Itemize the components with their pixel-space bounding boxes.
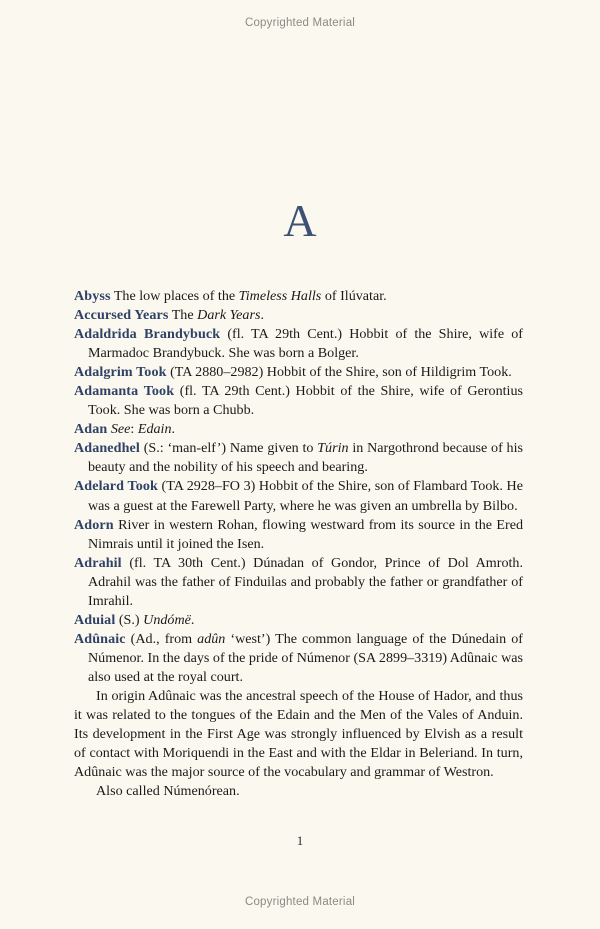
entry-term-italic: Timeless Halls xyxy=(238,288,322,304)
page-number: 1 xyxy=(296,833,304,848)
entry-headword: Abyss xyxy=(74,288,111,304)
dictionary-entry xyxy=(74,477,523,515)
entry-headword: Aduial xyxy=(74,611,116,628)
dictionary-entry xyxy=(74,382,523,420)
entry-definition-text: (S.) xyxy=(115,611,144,628)
entry-definition-text: of Ilúvatar. xyxy=(321,288,387,304)
dictionary-entry xyxy=(74,439,523,477)
entry-definition-text: (fl. TA 29th Cent.) Hobbit of the Shire, wife of Gerontius Took. She was born a Chubb. xyxy=(88,383,523,419)
entry-definition-text: : xyxy=(130,421,138,438)
entry-column xyxy=(74,287,523,801)
entry-term-italic: adûn xyxy=(197,630,226,647)
dictionary-entry xyxy=(74,325,523,363)
dictionary-entry xyxy=(74,630,523,687)
entry-headword: Adaldrida Brandybuck xyxy=(74,326,221,343)
dictionary-entry xyxy=(74,306,523,325)
entry-definition-text: The xyxy=(168,307,198,324)
entry-body-paragraph: Also called Númenórean. xyxy=(96,783,240,800)
entry-headword: Adalgrim Took xyxy=(74,364,167,381)
entry-term-italic: Túrin xyxy=(317,440,349,457)
entry-definition-text: in Nargothrond because of his beauty and the nobility of his speech and bearing. xyxy=(88,440,523,476)
entry-term-italic: Edain xyxy=(137,421,172,438)
letter-section-heading: A xyxy=(283,195,317,246)
copyright-watermark-bottom: Copyrighted Material xyxy=(244,896,356,908)
entry-headword: Adanedhel xyxy=(74,440,140,457)
entry-definition-text: . xyxy=(260,307,264,324)
entry-body-paragraph: In origin Adûnaic was the ancestral speech of the House of Hador, and thus it was related to the tongues of the Edain and the Men of the Vales of Anduin. Its development in the First Age was strongly influenced by Elvish as a result of contact with Moriquendi in the East and with the Eldar in Beleriand. In turn, Adûnaic was the major source of the vocabulary and grammar of Westron. xyxy=(74,687,523,781)
dictionary-entry xyxy=(74,420,523,439)
entry-term-italic: Dark Years xyxy=(197,307,261,324)
entry-definition-text: The low places of the xyxy=(110,288,239,304)
entry-definition-text: ‘west’) The common language of the Dúnedain of Númenor. In the days of the pride of Númenor (SA 2899–3319) Adûnaic was also used at the royal court. xyxy=(88,630,523,685)
dictionary-entry xyxy=(74,287,523,306)
entry-definition-text: (Ad., from xyxy=(125,630,198,647)
entry-headword: Adûnaic xyxy=(74,630,126,647)
entry-definition-text: (S.: ‘man-elf’) Name given to xyxy=(139,440,318,457)
entry-definition-text: . xyxy=(171,421,176,438)
entry-definition-text: (fl. TA 30th Cent.) Dúnadan of Gondor, Prince of Dol Amroth. Adrahil was the father of Finduilas and probably the father or grandfather of Imrahil. xyxy=(88,554,523,609)
entry-headword: Adan xyxy=(74,421,108,438)
entry-term-italic: See xyxy=(110,421,131,438)
entry-headword: Adamanta Took xyxy=(74,383,175,400)
dictionary-entry xyxy=(74,554,523,611)
dictionary-entry xyxy=(74,516,523,554)
copyright-watermark-top: Copyrighted Material xyxy=(244,17,356,29)
entry-definition-text: River in western Rohan, flowing westward from its source in the Ered Nimrais until it joined the Isen. xyxy=(88,516,523,552)
entry-definition-text: (fl. TA 29th Cent.) Hobbit of the Shire, wife of Marmadoc Brandybuck. She was born a Bolger. xyxy=(88,326,523,362)
entry-definition-text: (TA 2928–FO 3) Hobbit of the Shire, son of Flambard Took. He was a guest at the Farewell Party, where he was given an umbrella by Bilbo. xyxy=(88,478,523,514)
dictionary-entry xyxy=(74,363,523,382)
entry-definition-text: (TA 2880–2982) Hobbit of the Shire, son of Hildigrim Took. xyxy=(166,364,512,381)
entry-term-italic: Undómë xyxy=(143,611,191,628)
entry-headword: Adelard Took xyxy=(74,478,158,495)
entry-headword: Adorn xyxy=(74,516,114,533)
dictionary-entry xyxy=(74,611,523,630)
entry-headword: Adrahil xyxy=(74,554,122,571)
entry-headword: Accursed Years xyxy=(74,307,169,324)
entry-definition-text: . xyxy=(190,611,195,628)
